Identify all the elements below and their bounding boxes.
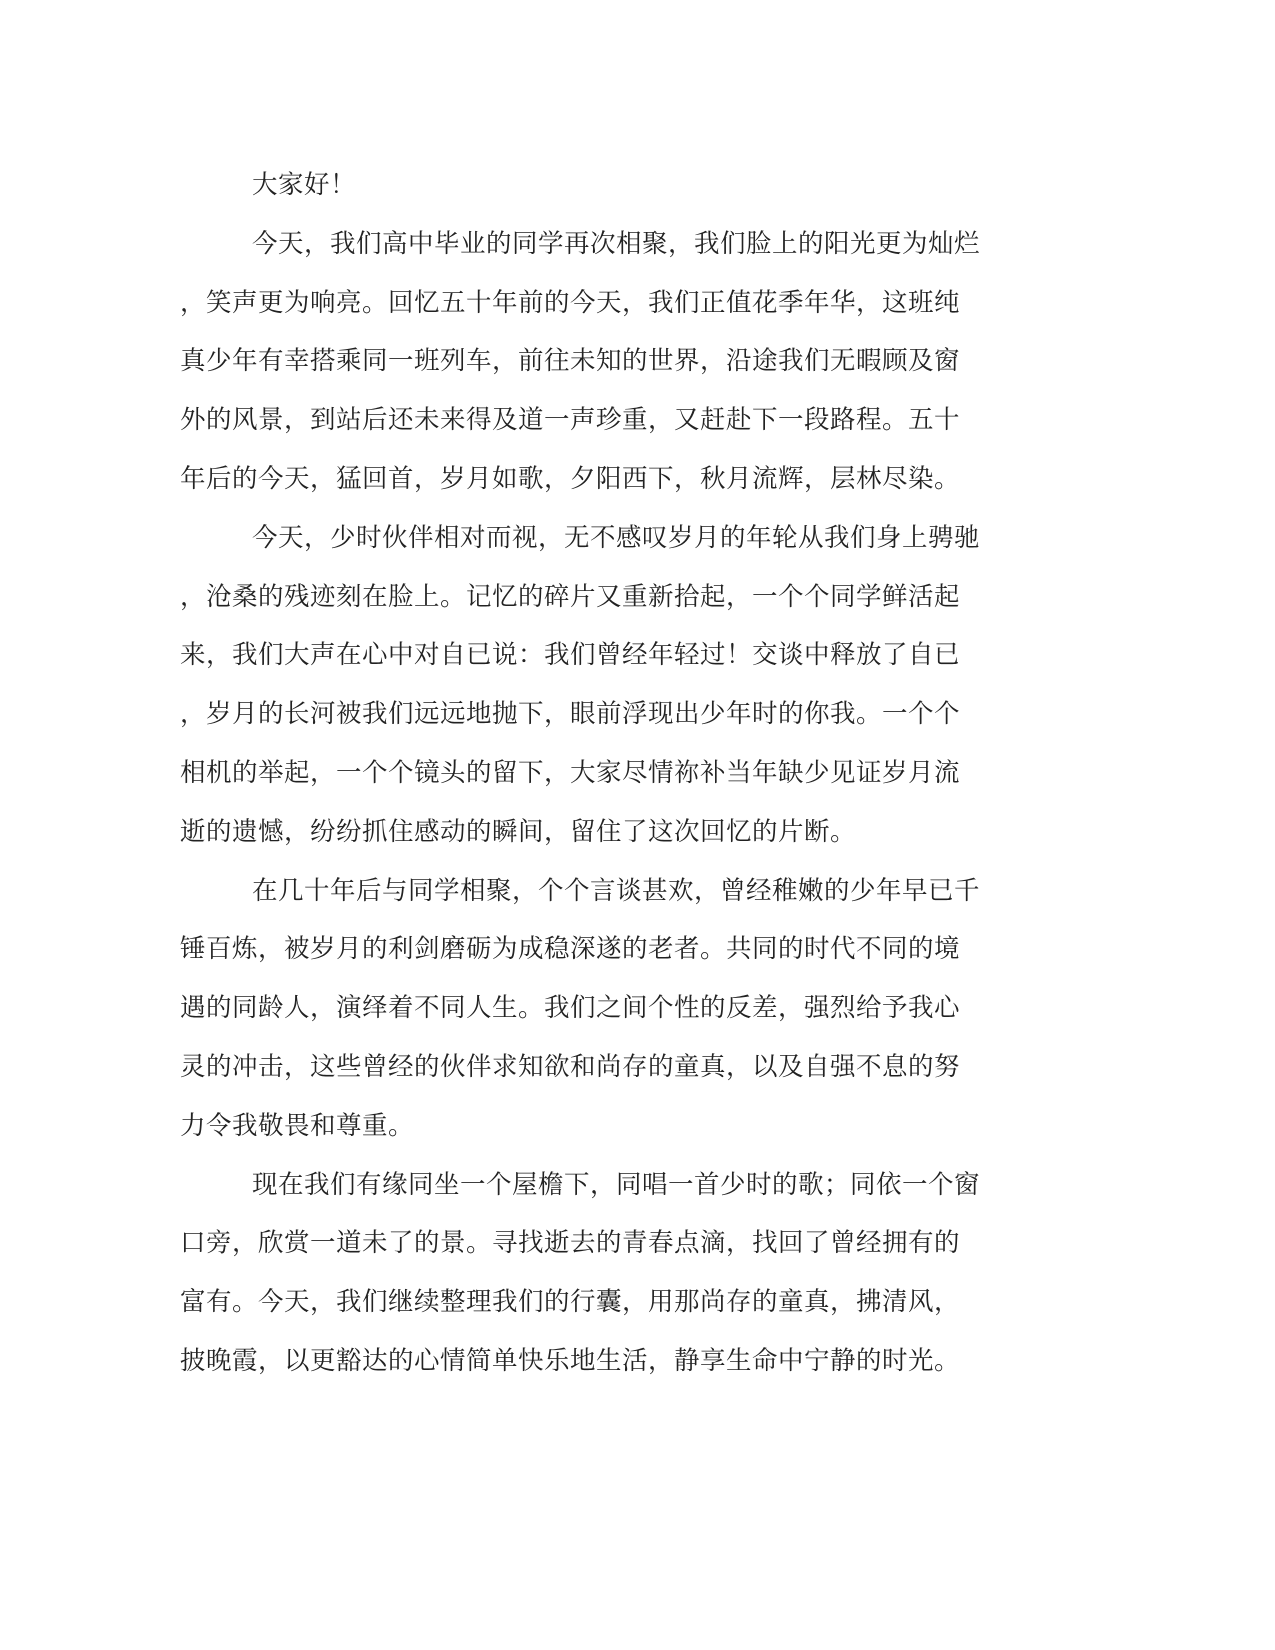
paragraph-2-line-4: ，岁月的长河被我们远远地抛下，眼前浮现出少年时的你我。一个个 bbox=[180, 699, 961, 730]
paragraph-4-line-4: 披晚霞，以更豁达的心情简单快乐地生活，静享生命中宁静的时光。 bbox=[180, 1345, 961, 1376]
paragraph-2-line-2: ，沧桑的残迹刻在脸上。记忆的碎片又重新拾起，一个个同学鲜活起 bbox=[180, 581, 961, 612]
paragraph-3-line-5: 力令我敬畏和尊重。 bbox=[180, 1110, 415, 1141]
paragraph-4-line-1: 现在我们有缘同坐一个屋檐下，同唱一首少时的歌；同依一个窗 bbox=[252, 1169, 981, 1200]
paragraph-1-line-1: 今天，我们高中毕业的同学再次相聚，我们脸上的阳光更为灿烂 bbox=[252, 228, 981, 259]
paragraph-3-line-4: 灵的冲击，这些曾经的伙伴求知欲和尚存的童真，以及自强不息的努 bbox=[180, 1051, 961, 1082]
paragraph-2-line-6: 逝的遗憾，纷纷抓住感动的瞬间，留住了这次回忆的片断。 bbox=[180, 816, 857, 847]
paragraph-1-line-4: 外的风景，到站后还未来得及道一声珍重，又赶赴下一段路程。五十 bbox=[180, 405, 961, 436]
paragraph-3-line-2: 锤百炼，被岁月的利剑磨砺为成稳深遂的老者。共同的时代不同的境 bbox=[180, 934, 961, 965]
paragraph-2-line-5: 相机的举起，一个个镜头的留下，大家尽情祢补当年缺少见证岁月流 bbox=[180, 757, 961, 788]
paragraph-2-line-1: 今天，少时伙伴相对而视，无不感叹岁月的年轮从我们身上骋驰 bbox=[252, 522, 981, 553]
paragraph-2-line-3: 来，我们大声在心中对自已说：我们曾经年轻过！交谈中释放了自已 bbox=[180, 640, 961, 671]
paragraph-3-line-3: 遇的同龄人，演绎着不同人生。我们之间个性的反差，强烈给予我心 bbox=[180, 993, 961, 1024]
paragraph-1-line-5: 年后的今天，猛回首，岁月如歌，夕阳西下，秋月流辉，层林尽染。 bbox=[180, 463, 961, 494]
paragraph-4-line-2: 口旁，欣赏一道未了的景。寻找逝去的青春点滴，找回了曾经拥有的 bbox=[180, 1228, 961, 1259]
paragraph-4-line-3: 富有。今天，我们继续整理我们的行囊，用那尚存的童真，拂清风， bbox=[180, 1287, 961, 1318]
paragraph-1-line-2: ，笑声更为响亮。回忆五十年前的今天，我们正值花季年华，这班纯 bbox=[180, 287, 961, 318]
speech-body bbox=[180, 156, 1040, 1391]
paragraph-3-line-1: 在几十年后与同学相聚，个个言谈甚欢，曾经稚嫩的少年早已千 bbox=[252, 875, 981, 906]
paragraph-1-line-3: 真少年有幸搭乘同一班列车，前往未知的世界，沿途我们无暇顾及窗 bbox=[180, 346, 961, 377]
greeting-line: 大家好！ bbox=[252, 170, 357, 200]
